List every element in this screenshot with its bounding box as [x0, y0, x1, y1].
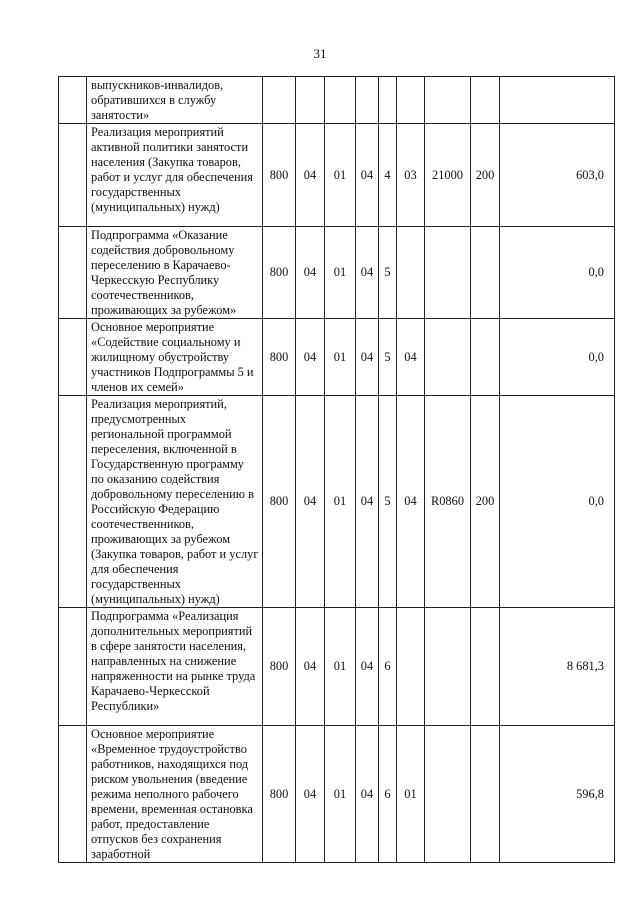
cell-section: 04 [296, 726, 325, 863]
row-name: Реализация мероприятий, предусмотренных региональной программой переселения, включенной в Государственную программу по оказанию содействия добровольному переселению в Российскую Федерацию соотечественников, проживающих за рубежом (Закупка товаров, работ и услуг для обеспечения государственных (муниципальных) нужд) [87, 396, 263, 608]
cell-ministry: 800 [263, 319, 296, 396]
cell-amount: 0,0 [500, 319, 615, 396]
cell-amount: 8 681,3 [500, 608, 615, 726]
cell-activity: 04 [397, 396, 425, 608]
cell-subsection: 01 [325, 396, 356, 608]
cell-program: 04 [356, 608, 379, 726]
cell-expense-type [471, 726, 500, 863]
cell-direction [425, 726, 471, 863]
cell-expense-type [471, 319, 500, 396]
cell-subsection: 01 [325, 227, 356, 319]
row-name: Подпрограмма «Оказание содействия добровольному переселению в Карачаево-Черкесскую Республику соотечественников, проживающих за рубежом» [87, 227, 263, 319]
cell-direction [425, 608, 471, 726]
cell-program: 04 [356, 319, 379, 396]
cell-program: 04 [356, 124, 379, 227]
cell-activity: 03 [397, 124, 425, 227]
cell-subprogram: 6 [379, 726, 397, 863]
row-index-cell [59, 77, 87, 124]
cell-subprogram: 6 [379, 608, 397, 726]
cell-subprogram: 4 [379, 124, 397, 227]
row-name: Основное мероприятие «Временное трудоустройство работников, находящихся под риском увольнения (введение режима неполного рабочего времени, временная остановка работ, предоставление отпусков без сохранения заработной [87, 726, 263, 863]
table-row [59, 726, 615, 863]
cell-amount: 0,0 [500, 227, 615, 319]
cell-expense-type [471, 608, 500, 726]
cell-subsection: 01 [325, 124, 356, 227]
cell-amount: 0,0 [500, 396, 615, 608]
cell-subprogram: 5 [379, 319, 397, 396]
cell-section: 04 [296, 319, 325, 396]
row-index-cell [59, 726, 87, 863]
cell-subprogram: 5 [379, 227, 397, 319]
cell-program [356, 77, 379, 124]
cell-expense-type [471, 77, 500, 124]
row-index-cell [59, 608, 87, 726]
table-row [59, 396, 615, 608]
cell-direction [425, 77, 471, 124]
cell-subprogram [379, 77, 397, 124]
table-row [59, 227, 615, 319]
cell-program: 04 [356, 726, 379, 863]
cell-program: 04 [356, 227, 379, 319]
cell-program: 04 [356, 396, 379, 608]
cell-section: 04 [296, 227, 325, 319]
cell-ministry: 800 [263, 227, 296, 319]
cell-activity [397, 227, 425, 319]
row-name: Подпрограмма «Реализация дополнительных мероприятий в сфере занятости населения, направленных на снижение напряженности на рынке труда Карачаево-Черкесской Республики» [87, 608, 263, 726]
cell-subsection: 01 [325, 319, 356, 396]
budget-table [58, 76, 615, 863]
row-name: Основное мероприятие «Содействие социальному и жилищному обустройству участников Подпрограммы 5 и членов их семей» [87, 319, 263, 396]
cell-activity: 01 [397, 726, 425, 863]
row-index-cell [59, 124, 87, 227]
table-row [59, 319, 615, 396]
cell-subsection: 01 [325, 726, 356, 863]
cell-amount: 603,0 [500, 124, 615, 227]
cell-direction [425, 227, 471, 319]
cell-ministry: 800 [263, 396, 296, 608]
cell-ministry: 800 [263, 726, 296, 863]
cell-ministry: 800 [263, 124, 296, 227]
cell-subprogram: 5 [379, 396, 397, 608]
cell-ministry [263, 77, 296, 124]
row-name: выпускников-инвалидов, обратившихся в службу занятости» [87, 77, 263, 124]
cell-section: 04 [296, 608, 325, 726]
cell-expense-type: 200 [471, 396, 500, 608]
cell-section: 04 [296, 124, 325, 227]
table-row [59, 77, 615, 124]
cell-expense-type: 200 [471, 124, 500, 227]
cell-section: 04 [296, 396, 325, 608]
table-row [59, 608, 615, 726]
cell-direction [425, 319, 471, 396]
cell-subsection: 01 [325, 608, 356, 726]
cell-activity [397, 77, 425, 124]
cell-amount: 596,8 [500, 726, 615, 863]
cell-subsection [325, 77, 356, 124]
cell-section [296, 77, 325, 124]
cell-direction: R0860 [425, 396, 471, 608]
cell-direction: 21000 [425, 124, 471, 227]
cell-expense-type [471, 227, 500, 319]
cell-ministry: 800 [263, 608, 296, 726]
page-number: 31 [313, 46, 327, 61]
cell-amount [500, 77, 615, 124]
cell-activity: 04 [397, 319, 425, 396]
table-row [59, 124, 615, 227]
row-name: Реализация мероприятий активной политики занятости населения (Закупка товаров, работ и услуг для обеспечения государственных (муниципальных) нужд) [87, 124, 263, 227]
row-index-cell [59, 319, 87, 396]
row-index-cell [59, 227, 87, 319]
cell-activity [397, 608, 425, 726]
row-index-cell [59, 396, 87, 608]
